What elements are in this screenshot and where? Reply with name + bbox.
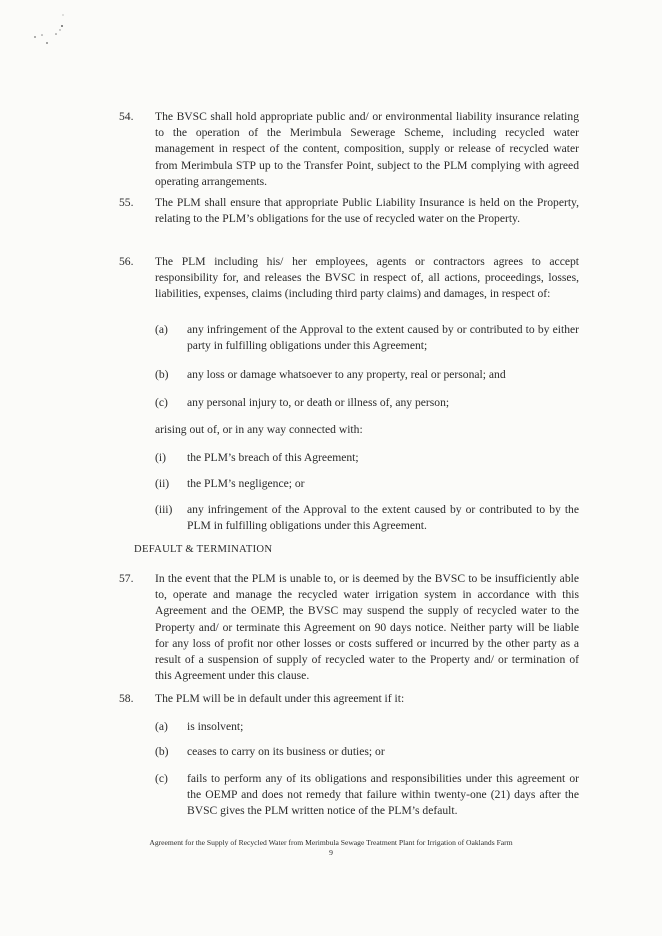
clause-text: The BVSC shall hold appropriate public and/ or environmental liability insurance relating to the operation of the Merimbula Sewerage Scheme, including recycled water management in respect of the content, composition, supply or release of recycled water from Merimbula STP up to the Transfer Point, subject to the PLM complying with agreed operating arrangements. — [155, 110, 579, 188]
clause-58 — [119, 691, 579, 707]
subclause-text: any infringement of the Approval to the extent caused by or contributed to by either party in fulfilling obligations under this Agreement; — [187, 323, 579, 353]
arising-text: arising out of, or in any way connected with: — [155, 423, 363, 436]
subclause-label: (iii) — [155, 503, 173, 516]
page-number: 9 — [329, 848, 333, 857]
page-footer — [0, 838, 662, 858]
clause-number: 56. — [119, 255, 134, 268]
subclause-label: (a) — [155, 323, 168, 336]
subclause-text: is insolvent; — [187, 720, 244, 733]
clause-number: 58. — [119, 692, 134, 705]
subclause-text: the PLM’s breach of this Agreement; — [187, 451, 359, 464]
clause-number: 54. — [119, 110, 134, 123]
subclause-text: any infringement of the Approval to the extent caused by or contributed to by the PLM in fulfilling obligations under this Agreement. — [187, 503, 579, 533]
clause-54 — [119, 109, 579, 190]
subclause-label: (c) — [155, 772, 168, 785]
subclause-text: fails to perform any of its obligations and responsibilities under this agreement or the OEMP and does not remedy that failure within twenty-one (21) days after the BVSC gives the PLM written notice of the PLM’s default. — [187, 772, 579, 818]
subclause-56-b — [155, 367, 579, 383]
clause-text: The PLM shall ensure that appropriate Public Liability Insurance is held on the Property, relating to the PLM’s obligations for the use of recycled water on the Property. — [155, 196, 579, 226]
subclause-label: (ii) — [155, 477, 170, 490]
subclause-58-c — [155, 771, 579, 820]
subclause-58-b — [155, 744, 579, 760]
subclause-text: any loss or damage whatsoever to any property, real or personal; and — [187, 368, 506, 381]
subclause-text: the PLM’s negligence; or — [187, 477, 305, 490]
subclause-label: (b) — [155, 368, 169, 381]
subclause-56-i — [155, 450, 579, 466]
clause-number: 57. — [119, 572, 134, 585]
section-heading: DEFAULT & TERMINATION — [134, 544, 273, 555]
subclause-label: (a) — [155, 720, 168, 733]
subclause-56-a — [155, 322, 579, 354]
clause-text: The PLM will be in default under this agreement if it: — [155, 692, 405, 705]
clause-55 — [119, 195, 579, 227]
subclause-58-a — [155, 719, 579, 735]
clause-text: In the event that the PLM is unable to, or is deemed by the BVSC to be insufficiently able to, operate and manage the recycled water irrigation system in accordance with this Agreement and the OEMP, the BVSC may suspend the supply of recycled water to the Property and/ or terminate this Agreement on 90 days notice. Neither party will be liable for any loss of profit nor other losses or costs suffered or incurred by the other party as a result of a suspension of supply of recycled water to the Property and/ or termination of this Agreement under this clause. — [155, 572, 579, 683]
clause-text: The PLM including his/ her employees, agents or contractors agrees to accept responsibility for, and releases the BVSC in respect of, all actions, proceedings, losses, liabilities, expenses, claims (including third party claims) and damages, in respect of: — [155, 255, 579, 301]
subclause-56-iii — [155, 502, 579, 534]
subclause-56-c — [155, 395, 579, 411]
subclause-label: (i) — [155, 451, 166, 464]
subclause-label: (c) — [155, 396, 168, 409]
subclause-text: ceases to carry on its business or duties; or — [187, 745, 385, 758]
clause-57 — [119, 571, 579, 684]
subclause-label: (b) — [155, 745, 169, 758]
scan-specks — [30, 12, 70, 52]
clause-number: 55. — [119, 196, 134, 209]
subclause-56-ii — [155, 476, 579, 492]
footer-title: Agreement for the Supply of Recycled Water from Merimbula Sewage Treatment Plant for Irrigation of Oaklands Farm — [149, 838, 513, 847]
subclause-text: any personal injury to, or death or illness of, any person; — [187, 396, 450, 409]
clause-56 — [119, 254, 579, 303]
